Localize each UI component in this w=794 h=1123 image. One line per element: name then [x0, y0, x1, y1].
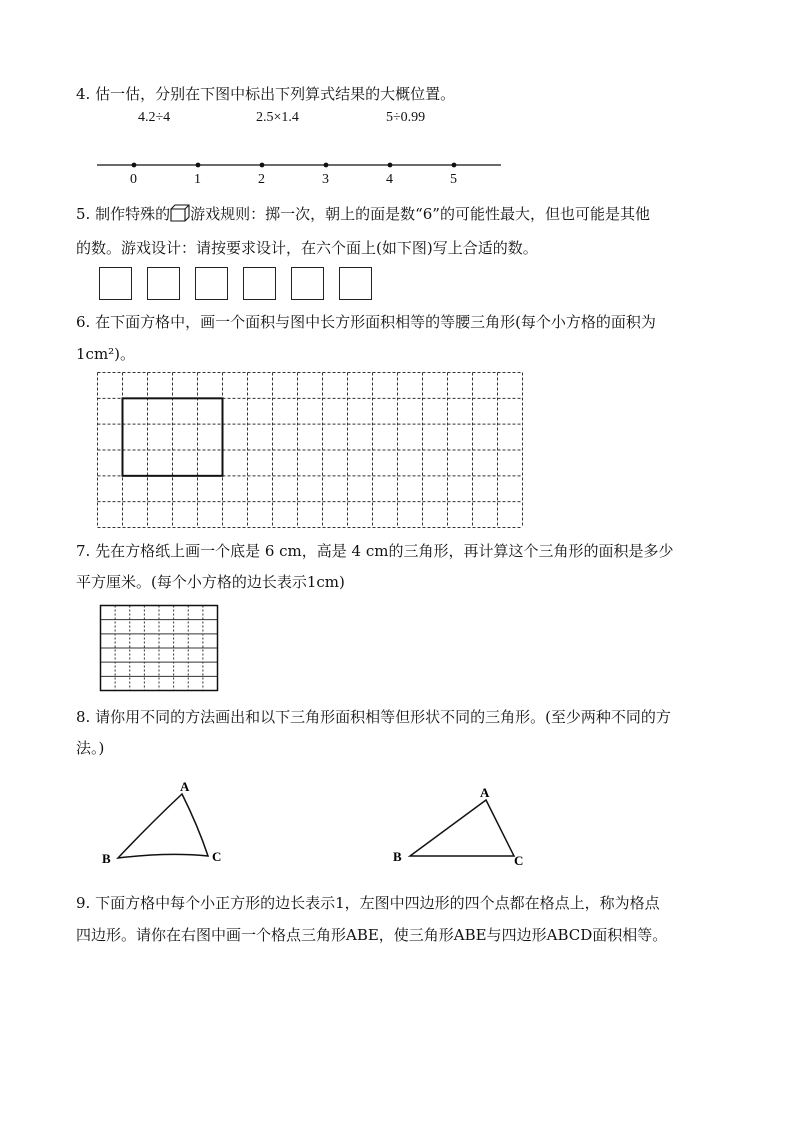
- q4-expression-3: 5÷0.99: [386, 110, 426, 125]
- die-face-box-4[interactable]: [243, 267, 276, 300]
- q8-triangle-1: [98, 781, 228, 871]
- number-line-point-4: [388, 163, 393, 168]
- die-face-box-2[interactable]: [147, 267, 180, 300]
- q8-triangle-2: [390, 781, 530, 871]
- q9-line-2: 四边形。请你在右图中画一个格点三角形ABE，使三角形ABE与四边形ABCD面积相等。: [76, 926, 668, 944]
- q4-expression-1: 4.2÷4: [138, 110, 171, 125]
- q5-line-1: [76, 204, 650, 224]
- q8-t2-label-a: A: [480, 785, 490, 800]
- q4-text: 4. 估一估，分别在下图中标出下列算式结果的大概位置。: [76, 85, 456, 103]
- q5-line-1-start: 5. 制作特殊的: [76, 205, 171, 223]
- tick-label-3: 3: [322, 172, 329, 187]
- tick-label-2: 2: [258, 172, 265, 187]
- tick-label-4: 4: [386, 172, 393, 187]
- q7-line-1: 7. 先在方格纸上画一个底是 6 cm，高是 4 cm的三角形，再计算这个三角形的面积是多少: [76, 542, 674, 560]
- die-face-box-3[interactable]: [195, 267, 228, 300]
- number-line-point-5: [452, 163, 457, 168]
- q8-t2-label-c: C: [514, 853, 524, 868]
- q5-line-1-end: 游戏规则：掷一次，朝上的面是数“6”的可能性最大，但也可能是其他: [190, 205, 650, 223]
- number-line-point-0: [132, 163, 137, 168]
- q6-line-1: 6. 在下面方格中，画一个面积与图中长方形面积相等的等腰三角形(每个小方格的面积为: [76, 313, 656, 331]
- q9-line-1: 9. 下面方格中每个小正方形的边长表示1，左图中四边形的四个点都在格点上，称为格点: [76, 894, 660, 912]
- q8-line-1: 8. 请你用不同的方法画出和以下三角形面积相等但形状不同的三角形。(至少两种不同的方: [76, 708, 671, 726]
- cube-icon: [170, 204, 190, 222]
- q8-t2-label-b: B: [393, 849, 402, 864]
- number-line-point-1: [196, 163, 201, 168]
- tick-label-1: 1: [194, 172, 201, 187]
- q4-expression-2: 2.5×1.4: [256, 110, 299, 125]
- q8-t1-label-b: B: [102, 851, 111, 866]
- tick-label-0: 0: [130, 172, 137, 187]
- number-line-point-3: [324, 163, 329, 168]
- q6-line-2: 1cm²)。: [76, 345, 136, 363]
- number-line-point-2: [260, 163, 265, 168]
- tick-label-5: 5: [450, 172, 457, 187]
- die-face-box-1[interactable]: [99, 267, 132, 300]
- number-line: [97, 159, 507, 171]
- q7-line-2: 平方厘米。(每个小方格的边长表示1cm): [76, 573, 345, 591]
- q7-square-grid[interactable]: [100, 605, 218, 691]
- q5-line-2: 的数。游戏设计：请按要求设计，在六个面上(如下图)写上合适的数。: [76, 239, 538, 257]
- q8-t1-label-c: C: [212, 849, 222, 864]
- q8-line-2: 法。): [76, 739, 105, 757]
- q8-t1-label-a: A: [180, 779, 190, 794]
- q6-dashed-grid[interactable]: [97, 372, 523, 528]
- die-face-box-5[interactable]: [291, 267, 324, 300]
- die-face-box-6[interactable]: [339, 267, 372, 300]
